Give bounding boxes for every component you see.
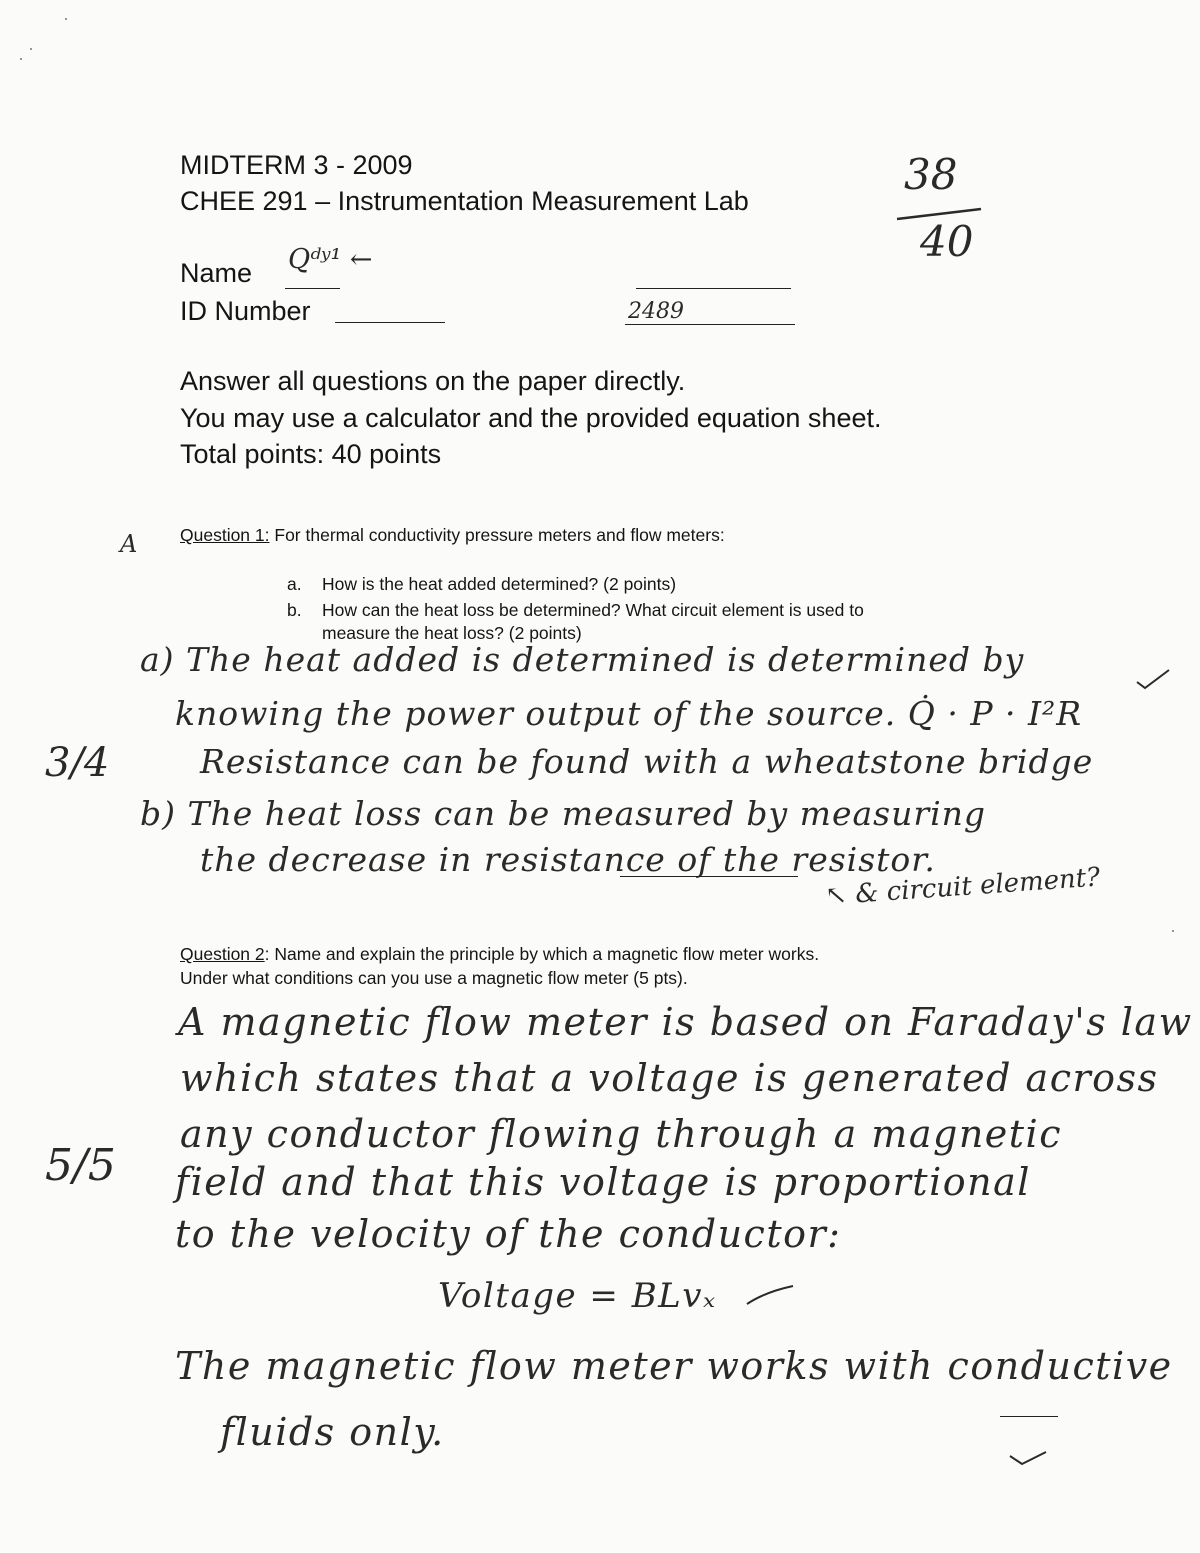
checkmark-icon [1008, 1450, 1048, 1470]
q2-score: 5/5 [45, 1140, 116, 1191]
id-handwritten: 2489 [628, 299, 684, 324]
q1-score: 3/4 [45, 740, 110, 786]
id-label: ID Number [180, 296, 311, 326]
q1-grader-comment: ↖ & circuit element? [824, 862, 1102, 912]
q2-answer-line: A magnetic flow meter is based on Faraday's law [178, 1000, 1193, 1044]
q1-prompt [180, 525, 725, 546]
q1-answer-line: the decrease in resistance of the resistor. [200, 840, 936, 879]
q1-label: Question 1: [180, 525, 270, 545]
scan-speck [30, 48, 32, 50]
q1-part-b-letter: b. [287, 600, 302, 620]
q1-part-b-line1: How can the heat loss be determined? What circuit element is used to [322, 600, 864, 620]
name-handwritten: Qᵈʸ¹ ← [288, 244, 373, 275]
q2-prompt-text: : Name and explain the principle by which a magnetic flow meter works. [264, 944, 820, 964]
q1-answer-line: Resistance can be found with a wheatstone bridge [200, 742, 1094, 781]
scan-speck [65, 18, 67, 20]
id-right-line [625, 324, 795, 325]
q1-part-a: How is the heat added determined? (2 points) [322, 574, 677, 594]
q2-prompt-line1 [180, 944, 819, 965]
instruction-line: Total points: 40 points [180, 439, 442, 469]
q2-answer-line: field and that this voltage is proportional [175, 1160, 1031, 1204]
q2-answer-line: fluids only. [220, 1410, 445, 1454]
q1-answer-line: b) The heat loss can be measured by measuring [140, 794, 987, 833]
scan-speck [20, 58, 22, 60]
id-line [335, 322, 445, 323]
q1-answer-line: knowing the power output of the source. Q̇ · P · I²R [175, 694, 1083, 733]
name-line [285, 288, 340, 289]
q1-part-a-letter: a. [287, 574, 302, 594]
q2-prompt-line2: Under what conditions can you use a magnetic flow meter (5 pts). [180, 968, 688, 988]
q2-answer-line: The magnetic flow meter works with conductive [175, 1344, 1173, 1388]
scan-speck [1172, 930, 1174, 932]
instruction-line: You may use a calculator and the provided equation sheet. [180, 403, 882, 433]
q2-answer-line: to the velocity of the conductor: [175, 1212, 842, 1256]
q2-equation: Voltage = BLvₓ [438, 1276, 717, 1316]
q1-answer-line: a) The heat added is determined is determined by [140, 640, 1025, 679]
q1-prompt-text: For thermal conductivity pressure meters and flow meters: [274, 525, 725, 545]
q1-part-b-line2: measure the heat loss? (2 points) [322, 623, 582, 643]
exam-title: MIDTERM 3 - 2009 [180, 150, 413, 180]
name-right-line [636, 288, 791, 289]
checkmark-icon [745, 1282, 795, 1308]
q2-answer-line: which states that a voltage is generated across [180, 1056, 1159, 1100]
q1-underline [620, 876, 798, 877]
q2-answer-line: any conductor flowing through a magnetic [180, 1112, 1062, 1156]
name-label: Name [180, 258, 253, 288]
q2-label: Question 2 [180, 944, 265, 964]
course-title: CHEE 291 – Instrumentation Measurement Lab [180, 186, 749, 216]
checkmark-icon [1135, 668, 1171, 692]
q2-underline [1000, 1416, 1058, 1417]
total-score-possible: 40 [920, 217, 974, 266]
instruction-line: Answer all questions on the paper directly. [180, 366, 686, 396]
q1-grader-mark: A [120, 530, 138, 558]
total-score-earned: 38 [904, 150, 958, 199]
